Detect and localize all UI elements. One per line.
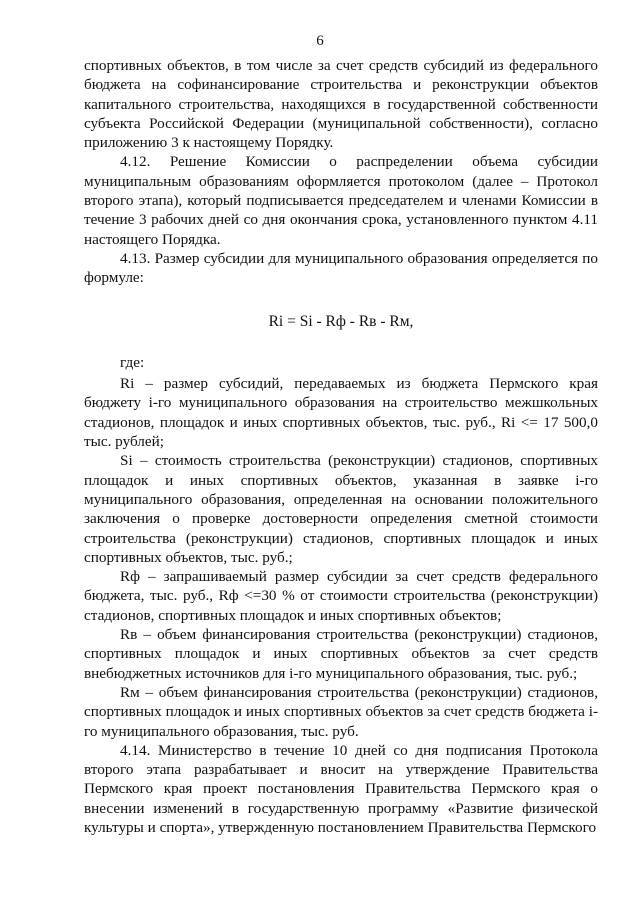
document-body (84, 56, 598, 837)
formula-where-label: где: (120, 353, 145, 371)
subsidy-formula: Ri = Si - Rф - Rв - Rм, (268, 312, 414, 330)
definition-si: Si – стоимость строительства (реконструкции) стадионов, спортивных площадок и иных спортивных объектов, указанная в заявке i-го муниципального образования, определенная на основании положительного заключения о проверке достоверности определения сметной стоимости строительства (реконструкции) стадионов, спортивных площадок и иных спортивных объектов, тыс. руб.; (84, 452, 598, 566)
definition-rv: Rв – объем финансирования строительства (реконструкции) стадионов, спортивных площадок и иных спортивных объектов за счет средств внебюджетных источников для i-го муниципального образования, тыс. руб.; (84, 626, 598, 682)
paragraph-4-13: 4.13. Размер субсидии для муниципального образования определяется по формуле: (84, 249, 598, 287)
paragraph-continuation: спортивных объектов, в том числе за счет средств субсидий из федерального бюджета на софинансирование строительства и реконструкции объектов капитального строительства, находящихся в государственной собственности субъекта Российской Федерации (муниципальной собственности), согласно приложению 3 к настоящему Порядку. (84, 57, 598, 152)
page-number: 6 (316, 33, 324, 49)
definition-rf: Rф – запрашиваемый размер субсидии за счет средств федерального бюджета, тыс. руб., Rф <=30 % от стоимости строительства (реконструкции) стадионов, спортивных площадок и иных спортивных объектов; (84, 568, 598, 624)
definition-ri: Ri – размер субсидий, передаваемых из бюджета Пермского края бюджету i-го муниципального образования на строительство межшкольных стадионов, площадок и иных спортивных объектов, тыс. руб., Ri <= 17 500,0 тыс. рублей; (84, 375, 598, 451)
paragraph-4-12: 4.12. Решение Комиссии о распределении объема субсидии муниципальным образованиям оформляется протоколом (далее – Протокол второго этапа), который подписывается председателем и членами Комиссии в течение 3 рабочих дней со дня окончания срока, установленного пунктом 4.11 настоящего Порядка. (84, 153, 598, 248)
definition-rm: Rм – объем финансирования строительства (реконструкции) стадионов, спортивных площадок и иных спортивных объектов за счет средств бюджета i-го муниципального образования, тыс. руб. (84, 683, 598, 740)
paragraph-4-14: 4.14. Министерство в течение 10 дней со дня подписания Протокола второго этапа разрабатывает и вносит на утверждение Правительства Пермского края проект постановления Правительства Пермского края о внесении изменений в государственную программу «Развитие физической культуры и спорта», утвержденную постановлением Правительства Пермского (84, 741, 598, 836)
